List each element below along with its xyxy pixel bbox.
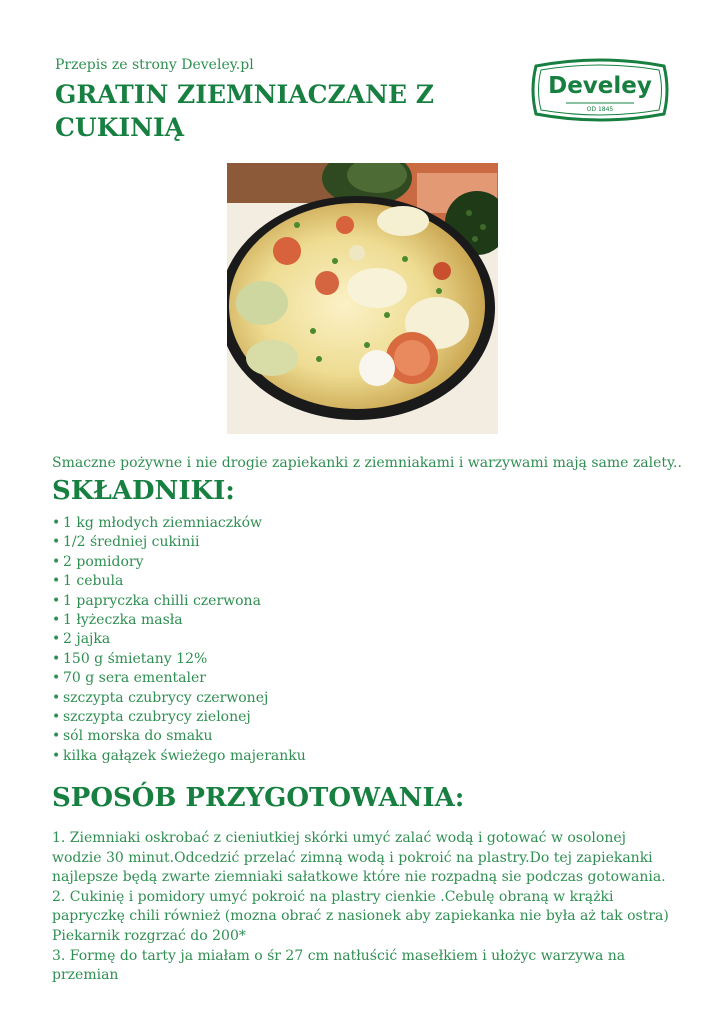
ingredients-list bbox=[52, 514, 306, 766]
ingredient-item bbox=[52, 708, 306, 727]
ingredient-text: 70 g sera ementaler bbox=[63, 670, 206, 687]
ingredient-text: 2 pomidory bbox=[63, 553, 144, 570]
gratin-photo-icon bbox=[227, 163, 498, 434]
bullet-icon: • bbox=[52, 553, 61, 570]
ingredient-item bbox=[52, 592, 306, 611]
method-step: 1. Ziemniaki oskrobać z cieniutkiej skórki umyć zalać wodą i gotować w osolonej wodzie 30 minut.Odcedzić przelać zimną wodą i pokroić na plastry.Do tej zapiekanki najlepsze będą zwarte ziemniaki sałatkowe które nie rozpadną sie podczas gotowania. bbox=[52, 830, 666, 886]
ingredient-item bbox=[52, 650, 306, 669]
bullet-icon: • bbox=[52, 728, 61, 745]
method-heading: SPOSÓB PRZYGOTOWANIA: bbox=[52, 783, 465, 813]
ingredient-item bbox=[52, 630, 306, 649]
gratin-photo bbox=[227, 163, 498, 434]
ingredient-item bbox=[52, 727, 306, 746]
ingredient-item bbox=[52, 689, 306, 708]
logo-brand: Develey bbox=[548, 73, 652, 99]
ingredient-text: szczypta czubrycy zielonej bbox=[63, 709, 251, 726]
ingredient-item bbox=[52, 533, 306, 552]
source-line: Przepis ze strony Develey.pl bbox=[55, 57, 254, 73]
ingredient-text: 150 g śmietany 12% bbox=[63, 650, 208, 667]
page-title: GRATIN ZIEMNIACZANE Z CUKINIĄ bbox=[55, 80, 435, 142]
intro-text: Smaczne pożywne i nie drogie zapiekanki z ziemniakami i warzywami mają same zalety.. bbox=[52, 455, 682, 471]
ingredient-item bbox=[52, 669, 306, 688]
bullet-icon: • bbox=[52, 612, 61, 629]
develey-logo[interactable] bbox=[530, 58, 670, 122]
ingredient-item bbox=[52, 514, 306, 533]
bullet-icon: • bbox=[52, 650, 61, 667]
bullet-icon: • bbox=[52, 670, 61, 687]
ingredient-text: 1 kg młodych ziemniaczków bbox=[63, 515, 263, 531]
bullet-icon: • bbox=[52, 631, 61, 648]
bullet-icon: • bbox=[52, 689, 61, 706]
develey-logo-icon bbox=[530, 58, 670, 122]
method-steps bbox=[52, 829, 674, 986]
ingredient-text: 1 papryczka chilli czerwona bbox=[63, 592, 261, 609]
ingredient-text: 1 łyżeczka masła bbox=[63, 612, 183, 629]
logo-tagline: OD 1845 bbox=[586, 106, 614, 113]
bullet-icon: • bbox=[52, 747, 61, 764]
ingredient-text: 1 cebula bbox=[63, 573, 124, 590]
bullet-icon: • bbox=[52, 573, 61, 590]
ingredient-text: kilka gałązek świeżego majeranku bbox=[63, 747, 306, 764]
method-step: 2. Cukinię i pomidory umyć pokroić na plastry cienkie .Cebulę obraną w krążki papryczkę chili również (mozna obrać z nasionek aby zapiekanka nie była aż tak ostra) Piekarnik rozgrzać do 200* bbox=[52, 888, 669, 944]
ingredient-text: szczypta czubrycy czerwonej bbox=[63, 689, 269, 706]
ingredient-text: 2 jajka bbox=[63, 631, 111, 648]
method-step: 3. Formę do tarty ja miałam o śr 27 cm natłuścić masełkiem i ułożyc warzywa na przemian bbox=[52, 947, 626, 984]
ingredient-text: sól morska do smaku bbox=[63, 728, 213, 745]
ingredient-item bbox=[52, 572, 306, 591]
ingredient-item bbox=[52, 747, 306, 766]
ingredients-heading: SKŁADNIKI: bbox=[52, 476, 235, 506]
ingredient-item bbox=[52, 611, 306, 630]
bullet-icon: • bbox=[52, 709, 61, 726]
bullet-icon: • bbox=[52, 592, 61, 609]
ingredient-item bbox=[52, 553, 306, 572]
bullet-icon: • bbox=[52, 515, 61, 531]
bullet-icon: • bbox=[52, 534, 61, 551]
ingredient-text: 1/2 średniej cukinii bbox=[63, 534, 200, 551]
